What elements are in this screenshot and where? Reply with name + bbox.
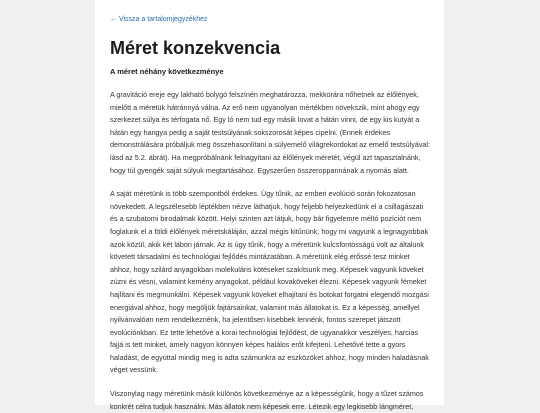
article-page [95,0,444,411]
paragraph-fire: Viszonylag nagy méretünk másik különös következménye az a képességünk, hogy a tűzet számos konkrét célra tudjuk használni. Más állatok nem képesek erre. Létezik egy legkisebb lángméret, [110,389,424,411]
paragraph-gravity: A gravitáció ereje egy lakható bolygó felszínén meghatározza, mekkorára nőhetnek az élőlények, mielőtt a méretük hátránnyá válna. Az erő nem ugyanolyan mértékben növekszik, mint ahogy egy szerkezet súlya és térfogata nő. Egy ló nem tud egy másik lovat a hátán vinni, de egy kis kutyát a hátán egy hangya pedig a saját testsúlyának sokszorosát képes cipelni. (Ennek érdekes demonstrálására próbáljuk meg összehasonlítani a súlyemelő világrekordokat az emelő testsúlyával: lásd az 5.2. ábrát). Ha megpróbálnánk felnagyítani az élőlények méretét, végül azt tapasztalnánk, hogy túl gyengék saját súlyuk megtartásához. Egyszerűen összeroppannának a nyomás alatt. [110,90,431,175]
section-subtitle: A méret néhány következménye [110,67,224,76]
back-to-contents-link[interactable]: ← Vissza a tartalomjegyzékhez [110,16,208,23]
page-title: Méret konzekvencia [110,38,281,58]
paragraph-our-size: A saját méretünk is több szempontból érdekes. Úgy tűnik, az emberi evolúció során fokozatosan növekedett. A legszélesebb léptékben nézve láthatjuk, hogy feljebb helyezkedünk el a csillagászati és a szubatomi birodalmak között. Helyi szinten azt látjuk, hogy bár figyelemre méltó pozíciót nem foglalunk el a földi élőlények méretskáláján, azzal mégis kitűnünk, hogy mi vagyunk a legnagyobbak azok közül, akik két lábon járnak. Az is úgy tűnik, hogy a méretünk kulcsfontosságú volt az általunk követett társadalmi és technológiai fejlődés mintázatában. A méretünk elég erőssé tesz minket ahhoz, hogy szilárd anyagokban molekuláris kötéseket szakítsunk meg. Képesek vagyunk köveket zúzni és vésni, valamint kemény anyagokat, például kovaköveket élezni. Képesek vagyunk fémeket hajlítani és megmunkálni. Képesek vagyunk köveket elhajítani és botokat forgatni elegendő mozgási energiával ahhoz, hogy megöljük fajtársainkat, valamint más állatokat is. Ez a képesség, amellyel nyilvánvalóan nem rendelkeznénk, ha jelentősen kisebbek lennénk, fontos szerepet játszott evolúciónkban. Ez tette lehetővé a korai technológiai fejlődést, de ugyanakkor veszélyes, harcias fajjá is tett minket, amely nagyon könnyen képes halálos erőt kifejteni. Lehetővé tette a gyors haladást, de egyúttal mindig meg is adta számunkra az eszközöket ahhoz, hogy minden haladásnak véget vessünk. [110,189,429,375]
